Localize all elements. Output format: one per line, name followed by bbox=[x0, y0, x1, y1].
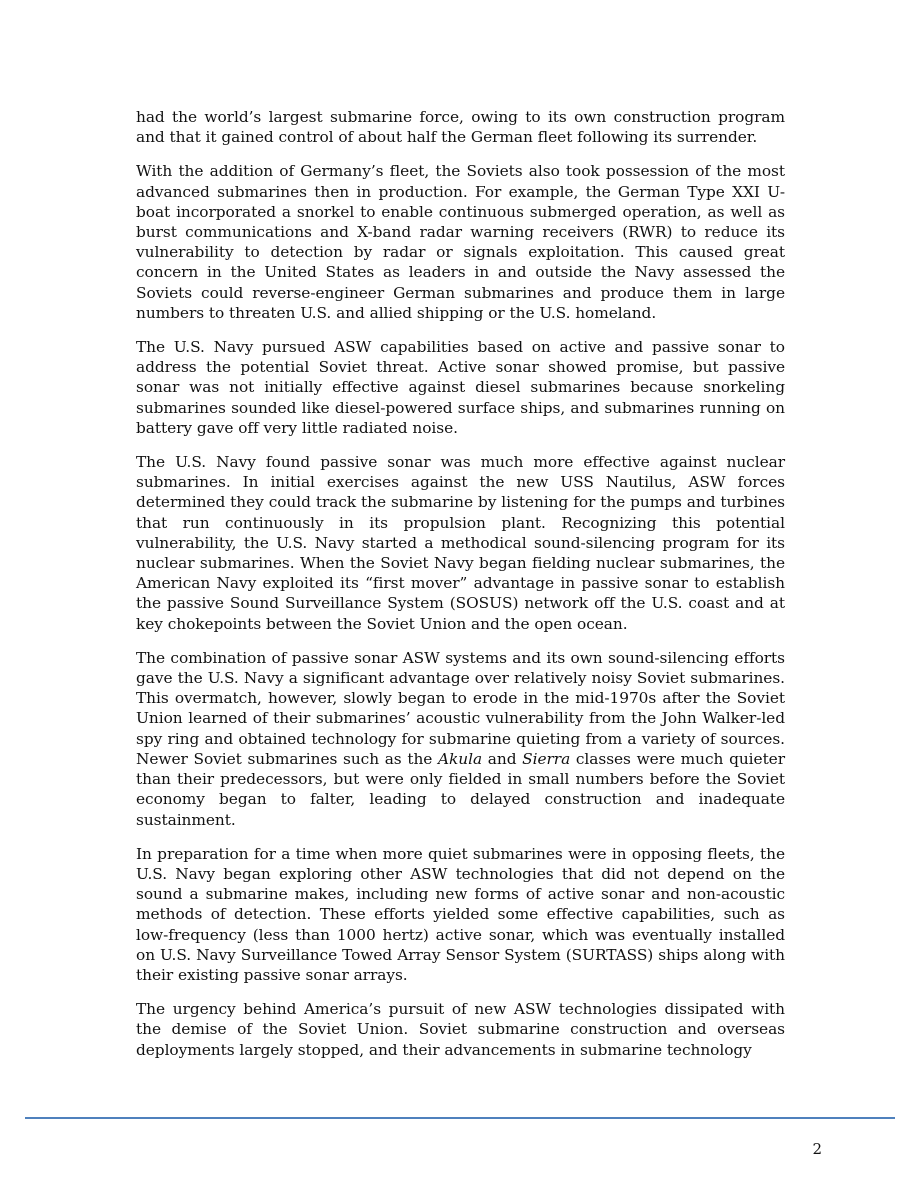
paragraph-2: With the addition of Germany’s fleet, the Soviets also took possession of the most advanced submarines then in production. For example, the German Type XXI U-boat incorporated a snorkel to enable continuous submerged operation, as well as burst communications and X-band radar warning receivers (RWR) to reduce its vulnerability to detection by radar or signals exploitation. This caused great concern in the United States as leaders in and outside the Navy assessed the Soviets could reverse-engineer German submarines and produce them in large numbers to threaten U.S. and allied shipping or the U.S. homeland. bbox=[136, 162, 785, 322]
akula-class-name: Akula bbox=[438, 749, 483, 768]
paragraph-1: had the world’s largest submarine force, owing to its own construction program and that it gained control of about half the German fleet following its surrender. bbox=[136, 108, 785, 147]
sierra-class-name: Sierra bbox=[522, 749, 571, 768]
paragraph-5-text-middle: and bbox=[482, 749, 523, 768]
footer-divider bbox=[25, 1117, 895, 1119]
document-body bbox=[136, 107, 785, 1074]
page-number: 2 bbox=[812, 1140, 822, 1158]
paragraph-4: The U.S. Navy found passive sonar was much more effective against nuclear submarines. In initial exercises against the new USS Nautilus, ASW forces determined they could track the submarine by listening for the pumps and turbines that run continuously in its propulsion plant. Recognizing this potential vulnerability, the U.S. Navy started a methodical sound-silencing program for its nuclear submarines. When the Soviet Navy began fielding nuclear submarines, the American Navy exploited its “first mover” advantage in passive sonar to establish the passive Sound Surveillance System (SOSUS) network off the U.S. coast and at key chokepoints between the Soviet Union and the open ocean. bbox=[136, 453, 785, 633]
paragraph-6: In preparation for a time when more quiet submarines were in opposing fleets, the U.S. Navy began exploring other ASW technologies that did not depend on the sound a submarine makes, including new forms of active sonar and non-acoustic methods of detection. These efforts yielded some effective capabilities, such as low-frequency (less than 1000 hertz) active sonar, which was eventually installed on U.S. Navy Surveillance Towed Array Sensor System (SURTASS) ships along with their existing passive sonar arrays. bbox=[136, 844, 785, 984]
paragraph-5 bbox=[136, 648, 785, 830]
paragraph-3: The U.S. Navy pursued ASW capabilities based on active and passive sonar to address the potential Soviet threat. Active sonar showed promise, but passive sonar was not initially effective against diesel submarines because snorkeling submarines sounded like diesel-powered surface ships, and submarines running on battery gave off very little radiated noise. bbox=[136, 338, 785, 437]
paragraph-5-text-after: classes were much quieter than their predecessors, but were only fielded in small numbers before the Soviet economy began to falter, leading to delayed construction and inadequate sustainment. bbox=[136, 749, 786, 829]
paragraph-7: The urgency behind America’s pursuit of new ASW technologies dissipated with the demise of the Soviet Union. Soviet submarine construction and overseas deployments largely stopped, and their advancements in submarine technology bbox=[136, 1000, 785, 1059]
paragraph-5-text-before: The combination of passive sonar ASW systems and its own sound-silencing efforts gave the U.S. Navy a significant advantage over relatively noisy Soviet submarines. This overmatch, however, slowly began to erode in the mid-1970s after the Soviet Union learned of their submarines’ acoustic vulnerability from the John Walker-led spy ring and obtained technology for submarine quieting from a variety of sources. Newer Soviet submarines such as the bbox=[136, 648, 785, 768]
